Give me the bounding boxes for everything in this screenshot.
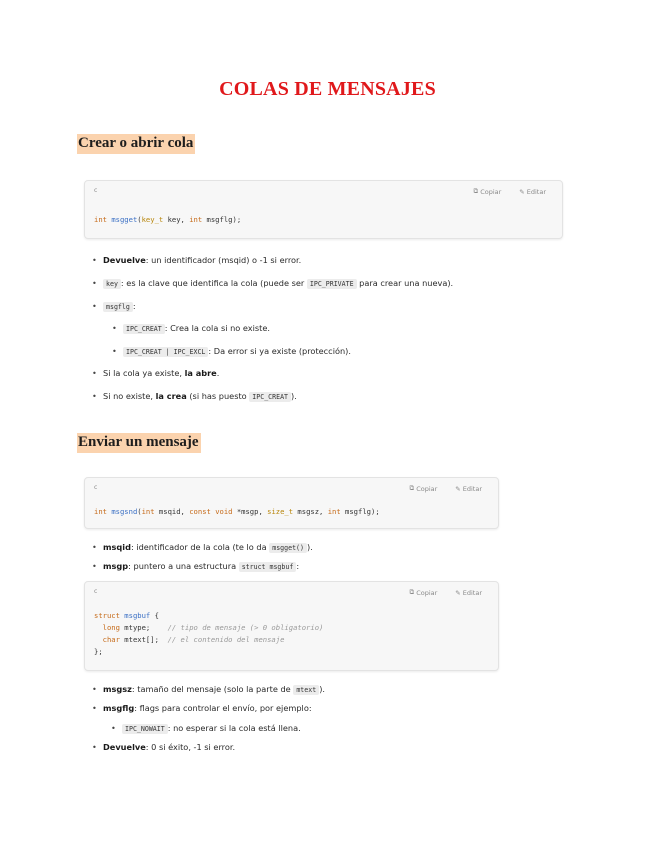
copy-icon: ⧉ xyxy=(409,484,415,492)
code-block-msgbuf xyxy=(84,581,499,671)
copy-button[interactable]: ⧉ Copiar xyxy=(409,588,438,597)
list-item: • msqid: identificador de la cola (te lo da msgget() ). xyxy=(103,541,313,554)
edit-button[interactable]: ✎ Editar xyxy=(519,187,546,196)
copy-button[interactable]: ⧉ Copiar xyxy=(409,484,438,493)
copy-icon: ⧉ xyxy=(473,187,479,195)
list-item: • IPC_NOWAIT : no esperar si la cola está llena. xyxy=(122,722,301,735)
section-heading-enviar: Enviar un mensaje xyxy=(77,433,201,453)
copy-icon: ⧉ xyxy=(409,588,415,596)
code-language-label: c xyxy=(94,187,98,194)
pencil-icon: ✎ xyxy=(455,588,461,597)
code-text: int msgsnd(int msqid, const void *msgp, size_t msgsz, int msgflg); xyxy=(94,507,380,516)
list-item: • msgflg: flags para controlar el envío, por ejemplo: xyxy=(103,702,312,714)
pencil-icon: ✎ xyxy=(455,484,461,493)
code-block-msgsnd xyxy=(84,477,499,529)
edit-button[interactable]: ✎ Editar xyxy=(455,484,482,493)
list-item: • Devuelve: 0 si éxito, -1 si error. xyxy=(103,741,235,753)
list-item: • msgsz: tamaño del mensaje (solo la parte de mtext ). xyxy=(103,683,325,696)
list-item: • Devuelve: un identificador (msqid) o -1 si error. xyxy=(103,254,301,266)
page-title: COLAS DE MENSAJES xyxy=(219,78,436,100)
edit-button[interactable]: ✎ Editar xyxy=(455,588,482,597)
list-item: • key : es la clave que identifica la cola (puede ser IPC_PRIVATE para crear una nueva). xyxy=(103,277,453,290)
section-heading-crear: Crear o abrir cola xyxy=(77,134,195,154)
code-text: struct msgbuf { long mtype; // tipo de mensaje (> 0 obligatorio) char mtext[]; // el contenido del mensaje }; xyxy=(94,611,324,656)
copy-button[interactable]: ⧉ Copiar xyxy=(473,187,502,196)
code-text: int msgget(key_t key, int msgflg); xyxy=(94,215,242,224)
list-item: • IPC_CREAT | IPC_EXCL : Da error si ya existe (protección). xyxy=(123,345,351,358)
list-item: • msgflg : xyxy=(103,300,136,313)
list-item: • Si no existe, la crea (si has puesto IPC_CREAT ). xyxy=(103,390,297,403)
code-language-label: c xyxy=(94,484,98,491)
list-item: • IPC_CREAT : Crea la cola si no existe. xyxy=(123,322,270,335)
code-block-msgget xyxy=(84,180,563,239)
pencil-icon: ✎ xyxy=(519,187,525,196)
code-language-label: c xyxy=(94,588,98,595)
list-item: • Si la cola ya existe, la abre. xyxy=(103,367,219,379)
list-item: • msgp: puntero a una estructura struct msgbuf : xyxy=(103,560,299,573)
